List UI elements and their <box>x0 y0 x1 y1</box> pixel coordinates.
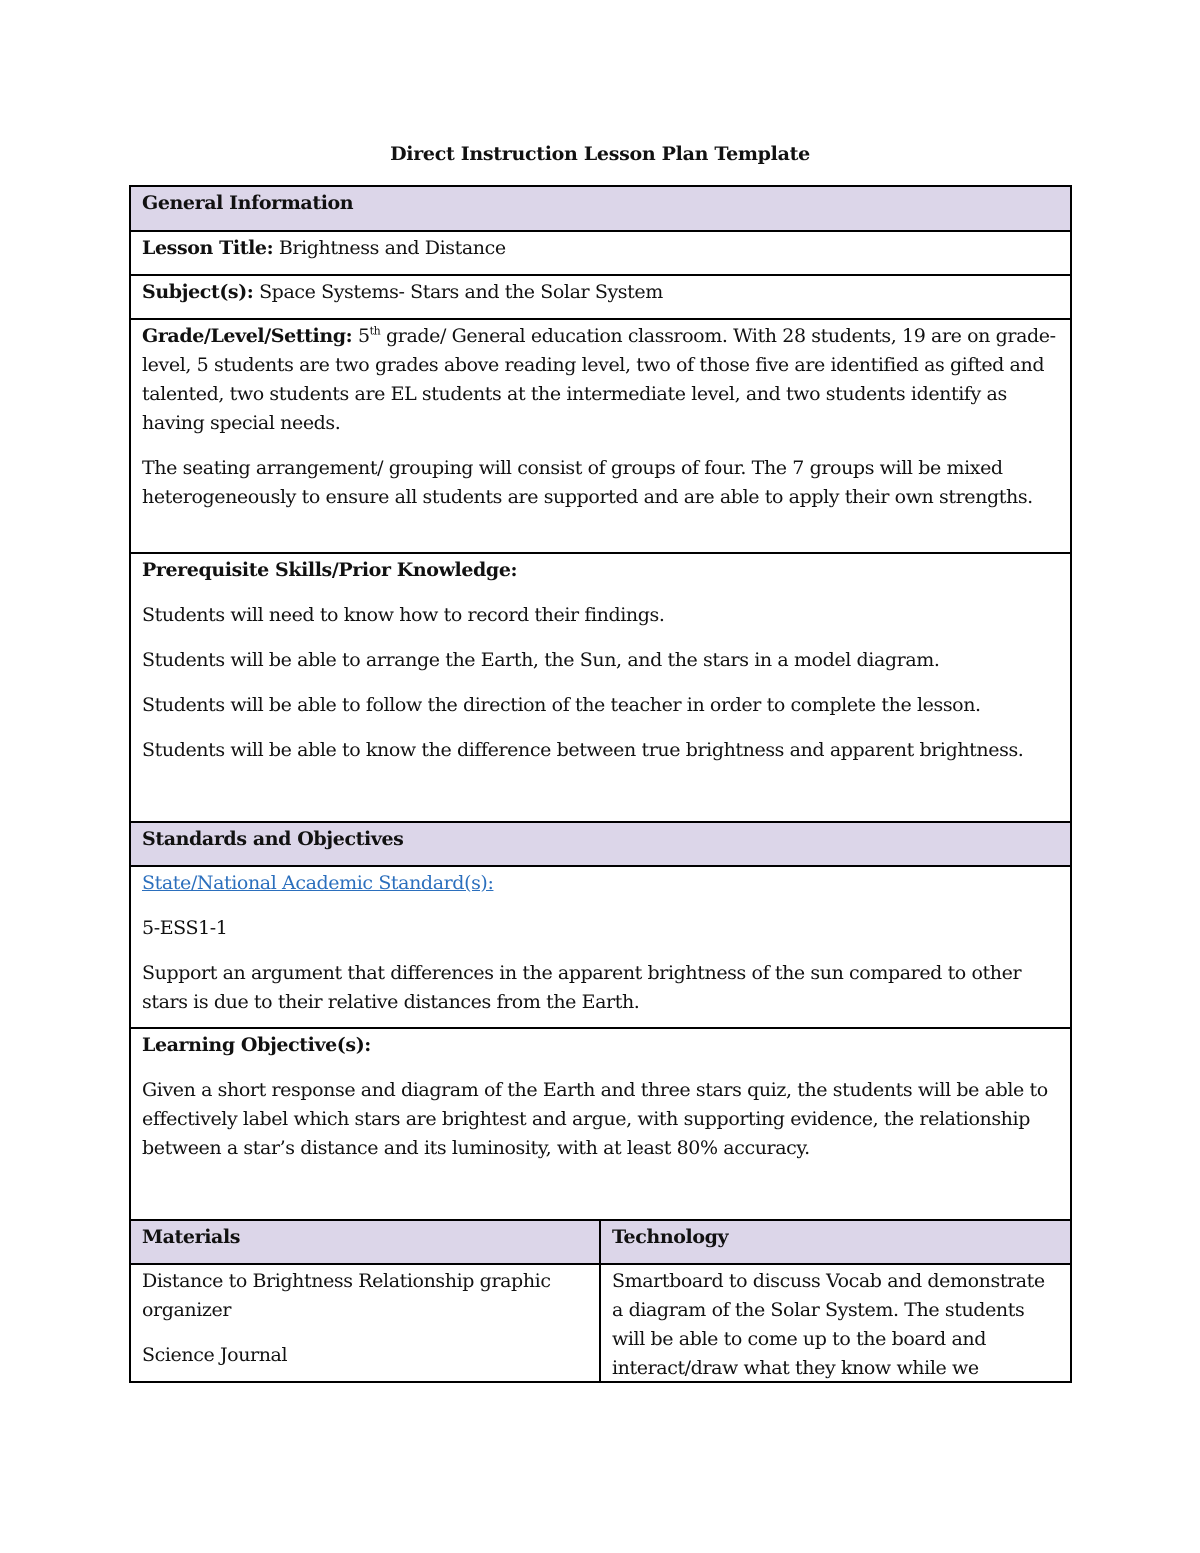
materials-heading: Materials <box>130 1220 600 1264</box>
grade-level-paragraph <box>142 322 1059 438</box>
general-information-header-row <box>130 186 1071 231</box>
materials-technology-row <box>130 1264 1071 1382</box>
subjects-value: Space Systems- Stars and the Solar System <box>259 281 663 303</box>
prerequisites-row <box>130 553 1071 822</box>
materials-technology-header-row <box>130 1220 1071 1264</box>
learning-objectives-text: Given a short response and diagram of the Earth and three stars quiz, the students will be able to effectively label which stars are brightest and argue, with supporting evidence, the relationship between a star’s distance and its luminosity, with at least 80% accuracy. <box>142 1079 1048 1159</box>
prerequisite-item: Students will be able to arrange the Earth, the Sun, and the stars in a model diagram. <box>142 649 940 671</box>
lesson-plan-table <box>129 185 1072 1383</box>
grade-superscript: th <box>369 324 381 338</box>
grade-level-setting-row <box>130 319 1071 553</box>
grade-level-label: Grade/Level/Setting: <box>142 325 353 347</box>
materials-cell <box>130 1264 600 1382</box>
material-item: Distance to Brightness Relationship graphic organizer <box>142 1270 551 1321</box>
learning-objectives-row <box>130 1028 1071 1220</box>
lesson-title-label: Lesson Title: <box>142 237 274 259</box>
grade-number: 5 <box>357 325 370 347</box>
standard-code: 5-ESS1-1 <box>142 917 228 939</box>
material-item: Science Journal <box>142 1344 288 1366</box>
lesson-title-row <box>130 231 1071 275</box>
prerequisites-label: Prerequisite Skills/Prior Knowledge: <box>142 559 518 581</box>
subjects-row <box>130 275 1071 319</box>
prerequisite-item: Students will be able to know the difference between true brightness and apparent brightness. <box>142 739 1024 761</box>
standards-header-row <box>130 822 1071 866</box>
page-title: Direct Instruction Lesson Plan Template <box>390 143 810 165</box>
standards-row <box>130 866 1071 1028</box>
learning-objectives-label: Learning Objective(s): <box>142 1034 371 1056</box>
technology-text: Smartboard to discuss Vocab and demonstrate a diagram of the Solar System. The students will be able to come up to the board and interact/draw what they know while we <box>612 1270 1045 1379</box>
subjects-label: Subject(s): <box>142 281 254 303</box>
standard-description: Support an argument that differences in the apparent brightness of the sun compared to other stars is due to their relative distances from the Earth. <box>142 962 1022 1013</box>
technology-heading: Technology <box>600 1220 1071 1264</box>
academic-standards-link[interactable]: State/National Academic Standard(s): <box>142 872 494 894</box>
prerequisite-item: Students will need to know how to record their findings. <box>142 604 665 626</box>
grade-description: grade/ General education classroom. With 28 students, 19 are on grade-level, 5 students are two grades above reading level, two of those five are identified as gifted and talented, two students are EL students at the intermediate level, and two students identify as having special needs. <box>142 325 1056 434</box>
standards-heading: Standards and Objectives <box>130 822 1071 866</box>
lesson-title-value: Brightness and Distance <box>278 237 506 259</box>
general-information-heading: General Information <box>130 186 1071 231</box>
technology-cell <box>600 1264 1071 1382</box>
prerequisite-item: Students will be able to follow the direction of the teacher in order to complete the lesson. <box>142 694 981 716</box>
seating-paragraph: The seating arrangement/ grouping will consist of groups of four. The 7 groups will be mixed heterogeneously to ensure all students are supported and are able to apply their own strengths. <box>142 457 1033 508</box>
